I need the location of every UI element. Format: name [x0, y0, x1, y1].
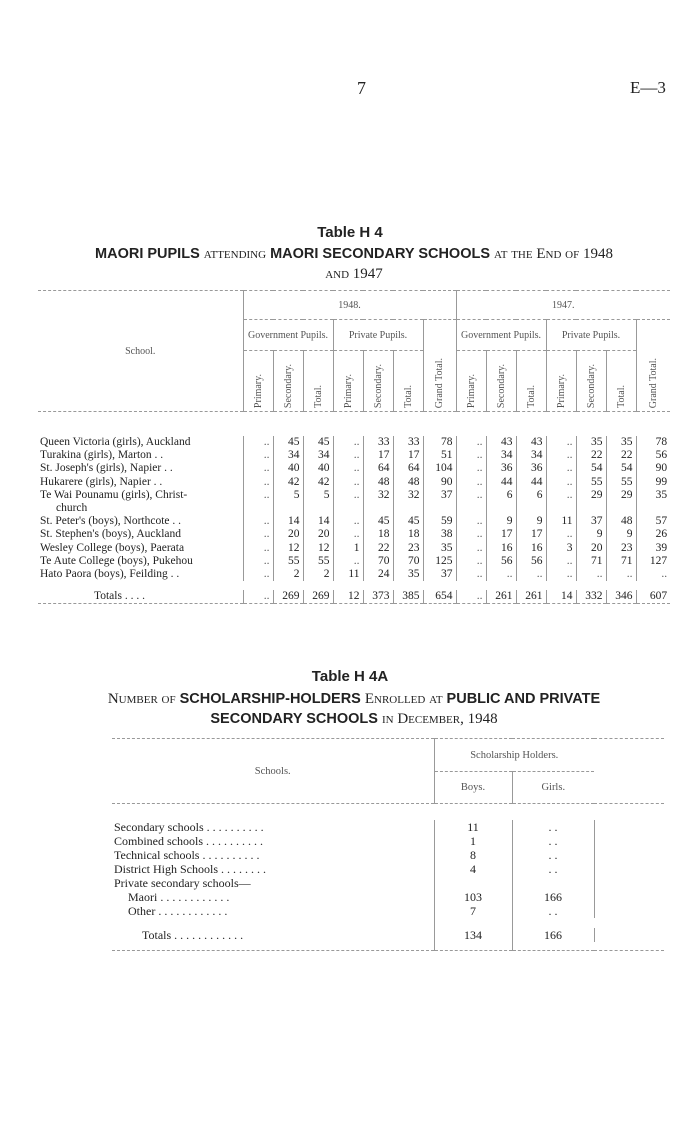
table-row — [112, 848, 664, 862]
table-cell: .. — [243, 590, 273, 604]
table-row — [112, 904, 664, 918]
table-cell: .. — [333, 528, 363, 541]
total-header: Total. — [606, 351, 636, 412]
school-name: Te Aute College (boys), Pukehou — [40, 554, 193, 567]
table-row — [38, 542, 670, 555]
table-cell: .. — [243, 542, 273, 555]
school-name: St. Peter's (boys), Northcote . . — [40, 515, 182, 528]
table-cell — [456, 502, 486, 515]
table-cell: 6 — [516, 489, 546, 502]
table-cell: 2 — [273, 568, 303, 581]
table-cell: 55 — [576, 476, 606, 489]
table-cell: 26 — [636, 528, 670, 541]
table-cell: .. — [333, 489, 363, 502]
table-row — [112, 876, 664, 890]
girls-count: . . — [512, 862, 594, 876]
table-cell: 20 — [273, 528, 303, 541]
title-part: attending — [203, 246, 267, 262]
table-cell: .. — [546, 462, 576, 475]
table-cell: 261 — [516, 590, 546, 604]
table-row — [38, 555, 670, 568]
table-cell: 38 — [423, 528, 456, 541]
table-body — [112, 820, 664, 951]
table-cell: 14 — [546, 590, 576, 604]
table-cell: 34 — [486, 449, 516, 462]
table-cell: .. — [456, 462, 486, 475]
table-row — [38, 436, 670, 449]
table-cell: 34 — [516, 449, 546, 462]
title-part: SECONDARY SCHOOLS — [210, 711, 378, 727]
table-cell: .. — [456, 515, 486, 528]
table-row — [38, 528, 670, 541]
table-cell: 33 — [393, 436, 423, 449]
table-cell: 42 — [273, 476, 303, 489]
table-cell: 29 — [606, 489, 636, 502]
table-cell: 3 — [546, 542, 576, 555]
total-header: Total. — [516, 351, 546, 412]
boys-count: 11 — [434, 820, 512, 834]
table-cell — [636, 502, 670, 515]
table-cell: 1 — [333, 542, 363, 555]
table-cell: .. — [243, 489, 273, 502]
table-cell: 37 — [423, 489, 456, 502]
table-cell: .. — [243, 476, 273, 489]
table-cell: .. — [546, 555, 576, 568]
girls-count: . . — [512, 904, 594, 918]
table-body — [38, 436, 670, 604]
title-part: at the End of 1948 — [494, 246, 613, 262]
table-cell: .. — [456, 528, 486, 541]
table-cell: 59 — [423, 515, 456, 528]
secondary-header: Secondary. — [576, 351, 606, 412]
table-cell: 45 — [363, 515, 393, 528]
table-cell: 56 — [516, 555, 546, 568]
title-part: SCHOLARSHIP-HOLDERS — [179, 691, 361, 707]
table-cell: .. — [333, 462, 363, 475]
totals-row — [112, 928, 664, 942]
table-cell: 17 — [486, 528, 516, 541]
table-cell: 127 — [636, 555, 670, 568]
table-cell: 32 — [393, 489, 423, 502]
boys-count: 4 — [434, 862, 512, 876]
table-cell: .. — [333, 515, 363, 528]
table-cell: 54 — [606, 462, 636, 475]
table-cell: 24 — [363, 568, 393, 581]
table-cell: 45 — [393, 515, 423, 528]
table-cell: 2 — [303, 568, 333, 581]
table-cell: 56 — [486, 555, 516, 568]
table-row — [112, 834, 664, 848]
table-cell: 9 — [486, 515, 516, 528]
school-name: Hukarere (girls), Napier . . — [40, 475, 163, 488]
school-type: Secondary schools . . . . . . . . . . — [114, 820, 264, 834]
private-pupils-header: Private Pupils. — [546, 320, 636, 351]
table-row — [112, 862, 664, 876]
table-cell: 385 — [393, 590, 423, 604]
table-cell: 44 — [516, 476, 546, 489]
table-row — [38, 476, 670, 489]
table-cell: 99 — [636, 476, 670, 489]
table-cell: 34 — [273, 449, 303, 462]
table-cell — [273, 502, 303, 515]
table-cell: .. — [333, 555, 363, 568]
table-cell: 14 — [303, 515, 333, 528]
table-cell: .. — [243, 449, 273, 462]
maori-pupils-table — [38, 290, 670, 604]
table-cell: .. — [456, 436, 486, 449]
page-number: 7 — [357, 78, 366, 98]
table-cell: 55 — [303, 555, 333, 568]
table-row — [38, 568, 670, 581]
table-cell: .. — [333, 436, 363, 449]
table-cell: 20 — [576, 542, 606, 555]
school-name: St. Joseph's (girls), Napier . . — [40, 462, 173, 475]
table-cell: 12 — [333, 590, 363, 604]
table-row — [38, 489, 670, 502]
table-cell: 17 — [516, 528, 546, 541]
table-cell — [363, 502, 393, 515]
table-cell: 44 — [486, 476, 516, 489]
table-cell: 23 — [393, 542, 423, 555]
table-row — [38, 502, 670, 515]
boys-header: Boys. — [434, 772, 512, 804]
table-cell: 11 — [546, 515, 576, 528]
school-type: Other . . . . . . . . . . . . — [128, 904, 228, 918]
table-cell: 37 — [576, 515, 606, 528]
table-cell: 40 — [303, 462, 333, 475]
table-cell: 64 — [363, 462, 393, 475]
table-cell: 16 — [516, 542, 546, 555]
table-cell: 36 — [486, 462, 516, 475]
table-cell: 6 — [486, 489, 516, 502]
table-cell: .. — [636, 568, 670, 581]
table-cell: 48 — [363, 476, 393, 489]
table-cell: 35 — [423, 542, 456, 555]
girls-header: Girls. — [512, 772, 594, 804]
table-cell — [393, 502, 423, 515]
table-cell: 12 — [273, 542, 303, 555]
table-row — [38, 515, 670, 528]
table-cell — [423, 502, 456, 515]
table-cell: .. — [333, 449, 363, 462]
year-1947-header: 1947. — [456, 291, 670, 320]
table-cell: 22 — [606, 449, 636, 462]
school-name: Turakina (girls), Marton . . — [40, 449, 164, 462]
table-cell: 18 — [363, 528, 393, 541]
scholarship-holders-table — [112, 738, 664, 951]
table-cell: .. — [456, 489, 486, 502]
boys-count: 134 — [434, 928, 512, 942]
primary-header: Primary. — [243, 351, 273, 412]
table-cell: 78 — [423, 436, 456, 449]
primary-header: Primary. — [333, 351, 363, 412]
table-cell: 17 — [363, 449, 393, 462]
table-cell: 104 — [423, 462, 456, 475]
total-header: Total. — [393, 351, 423, 412]
school-name: St. Stephen's (boys), Auckland — [40, 528, 182, 541]
table-cell: 18 — [393, 528, 423, 541]
total-header: Total. — [303, 351, 333, 412]
table-cell: 37 — [423, 568, 456, 581]
table-cell: 90 — [423, 476, 456, 489]
table-cell: .. — [333, 476, 363, 489]
table-cell: .. — [456, 476, 486, 489]
table-row — [38, 449, 670, 462]
year-1948-header: 1948. — [243, 291, 456, 320]
girls-count: . . — [512, 848, 594, 862]
table-row — [112, 820, 664, 834]
table-cell — [333, 502, 363, 515]
table-cell: 22 — [363, 542, 393, 555]
table-cell: .. — [243, 568, 273, 581]
table-cell: 332 — [576, 590, 606, 604]
grand-total-header: Grand Total. — [423, 320, 456, 412]
girls-count: 166 — [512, 928, 594, 942]
table-cell: 269 — [273, 590, 303, 604]
government-pupils-header: Government Pupils. — [456, 320, 546, 351]
table-h4-title — [30, 244, 678, 284]
table-cell: 78 — [636, 436, 670, 449]
table-cell: 9 — [576, 528, 606, 541]
title-part: in December, 1948 — [381, 711, 498, 727]
table-cell: 12 — [303, 542, 333, 555]
table-cell: .. — [546, 476, 576, 489]
table-cell: 34 — [303, 449, 333, 462]
table-cell: 654 — [423, 590, 456, 604]
school-type: Private secondary schools— — [114, 876, 251, 890]
scholarship-holders-header: Scholarship Holders. — [434, 739, 594, 772]
table-cell: .. — [546, 489, 576, 502]
totals-label: Totals . . . . . . . . . . . . — [142, 928, 244, 942]
title-part: MAORI SECONDARY SCHOOLS — [270, 246, 491, 262]
table-cell: .. — [546, 436, 576, 449]
title-part: MAORI PUPILS — [95, 246, 200, 262]
table-cell: 55 — [273, 555, 303, 568]
table-cell: 35 — [606, 436, 636, 449]
table-cell: 43 — [516, 436, 546, 449]
table-cell: 71 — [606, 555, 636, 568]
boys-count: 8 — [434, 848, 512, 862]
table-cell: 51 — [423, 449, 456, 462]
girls-count: 166 — [512, 890, 594, 904]
table-cell — [486, 502, 516, 515]
table-cell: 70 — [393, 555, 423, 568]
table-cell: 55 — [606, 476, 636, 489]
table-cell: 35 — [393, 568, 423, 581]
table-cell: 607 — [636, 590, 670, 604]
table-cell: 9 — [516, 515, 546, 528]
table-cell: .. — [243, 555, 273, 568]
table-cell: 56 — [636, 449, 670, 462]
table-h4-label: Table H 4 — [317, 224, 383, 241]
table-cell: 33 — [363, 436, 393, 449]
table-cell — [243, 502, 273, 515]
table-cell: .. — [546, 528, 576, 541]
school-type: Combined schools . . . . . . . . . . — [114, 834, 263, 848]
table-row — [112, 890, 664, 904]
boys-count: 103 — [434, 890, 512, 904]
totals-row — [38, 590, 670, 604]
table-cell: .. — [456, 542, 486, 555]
boys-count: 1 — [434, 834, 512, 848]
table-cell: .. — [243, 462, 273, 475]
table-cell — [516, 502, 546, 515]
table-cell: .. — [456, 555, 486, 568]
table-cell: 346 — [606, 590, 636, 604]
table-cell: 14 — [273, 515, 303, 528]
table-cell: .. — [456, 568, 486, 581]
table-cell: 35 — [636, 489, 670, 502]
title-part: and 1947 — [325, 266, 383, 282]
secondary-header: Secondary. — [363, 351, 393, 412]
school-name: church — [56, 502, 88, 515]
table-cell: 29 — [576, 489, 606, 502]
private-pupils-header: Private Pupils. — [333, 320, 423, 351]
table-cell: 5 — [273, 489, 303, 502]
school-name: Te Wai Pounamu (girls), Christ- — [40, 488, 188, 501]
table-h4a-title — [30, 689, 678, 729]
table-cell: 40 — [273, 462, 303, 475]
table-cell: 36 — [516, 462, 546, 475]
table-cell: .. — [243, 515, 273, 528]
girls-count — [512, 876, 594, 890]
table-cell: 42 — [303, 476, 333, 489]
table-cell: 48 — [393, 476, 423, 489]
grand-total-header: Grand Total. — [636, 320, 670, 412]
primary-header: Primary. — [546, 351, 576, 412]
title-part: Number of — [107, 691, 176, 707]
table-cell: 23 — [606, 542, 636, 555]
government-pupils-header: Government Pupils. — [243, 320, 333, 351]
school-name: Queen Victoria (girls), Auckland — [40, 436, 191, 448]
table-cell: .. — [243, 528, 273, 541]
table-cell: .. — [456, 449, 486, 462]
table-cell — [576, 502, 606, 515]
totals-label: Totals . . . . — [94, 590, 145, 603]
table-cell: 54 — [576, 462, 606, 475]
table-cell: 5 — [303, 489, 333, 502]
table-cell: 373 — [363, 590, 393, 604]
table-cell: 70 — [363, 555, 393, 568]
school-type: Technical schools . . . . . . . . . . — [114, 848, 260, 862]
school-column-header: School. — [38, 291, 243, 412]
title-part: PUBLIC AND PRIVATE — [446, 691, 601, 707]
primary-header: Primary. — [456, 351, 486, 412]
school-type: Maori . . . . . . . . . . . . — [128, 890, 230, 904]
schools-column-header: Schools. — [112, 739, 434, 804]
table-cell: 269 — [303, 590, 333, 604]
secondary-header: Secondary. — [486, 351, 516, 412]
table-cell: 71 — [576, 555, 606, 568]
table-cell: 90 — [636, 462, 670, 475]
school-name: Wesley College (boys), Paerata — [40, 541, 185, 554]
table-cell: 11 — [333, 568, 363, 581]
secondary-header: Secondary. — [273, 351, 303, 412]
table-cell: 16 — [486, 542, 516, 555]
table-cell: 43 — [486, 436, 516, 449]
title-part: Enrolled at — [364, 691, 443, 707]
table-cell: .. — [606, 568, 636, 581]
table-cell: 45 — [303, 436, 333, 449]
table-cell: 125 — [423, 555, 456, 568]
boys-count: 7 — [434, 904, 512, 918]
document-code: E—3 — [630, 78, 666, 97]
table-cell: .. — [243, 436, 273, 449]
table-cell: 35 — [576, 436, 606, 449]
table-cell: .. — [456, 590, 486, 604]
school-type: District High Schools . . . . . . . . — [114, 862, 266, 876]
table-cell: 9 — [606, 528, 636, 541]
table-cell: .. — [576, 568, 606, 581]
boys-count — [434, 876, 512, 890]
table-cell: 57 — [636, 515, 670, 528]
table-h4a-label: Table H 4A — [311, 668, 389, 685]
table-cell: .. — [516, 568, 546, 581]
table-cell: 17 — [393, 449, 423, 462]
table-cell: 48 — [606, 515, 636, 528]
table-cell: 64 — [393, 462, 423, 475]
table-cell: .. — [546, 568, 576, 581]
table-cell: 20 — [303, 528, 333, 541]
school-name: Hato Paora (boys), Feilding . . — [40, 568, 180, 581]
table-cell — [303, 502, 333, 515]
table-cell: .. — [486, 568, 516, 581]
table-cell: .. — [546, 449, 576, 462]
table-cell: 261 — [486, 590, 516, 604]
girls-count: . . — [512, 834, 594, 848]
table-cell: 39 — [636, 542, 670, 555]
table-cell — [606, 502, 636, 515]
table-cell: 45 — [273, 436, 303, 449]
table-cell: 22 — [576, 449, 606, 462]
table-cell: 32 — [363, 489, 393, 502]
table-row — [38, 462, 670, 475]
girls-count: . . — [512, 820, 594, 834]
table-cell — [546, 502, 576, 515]
